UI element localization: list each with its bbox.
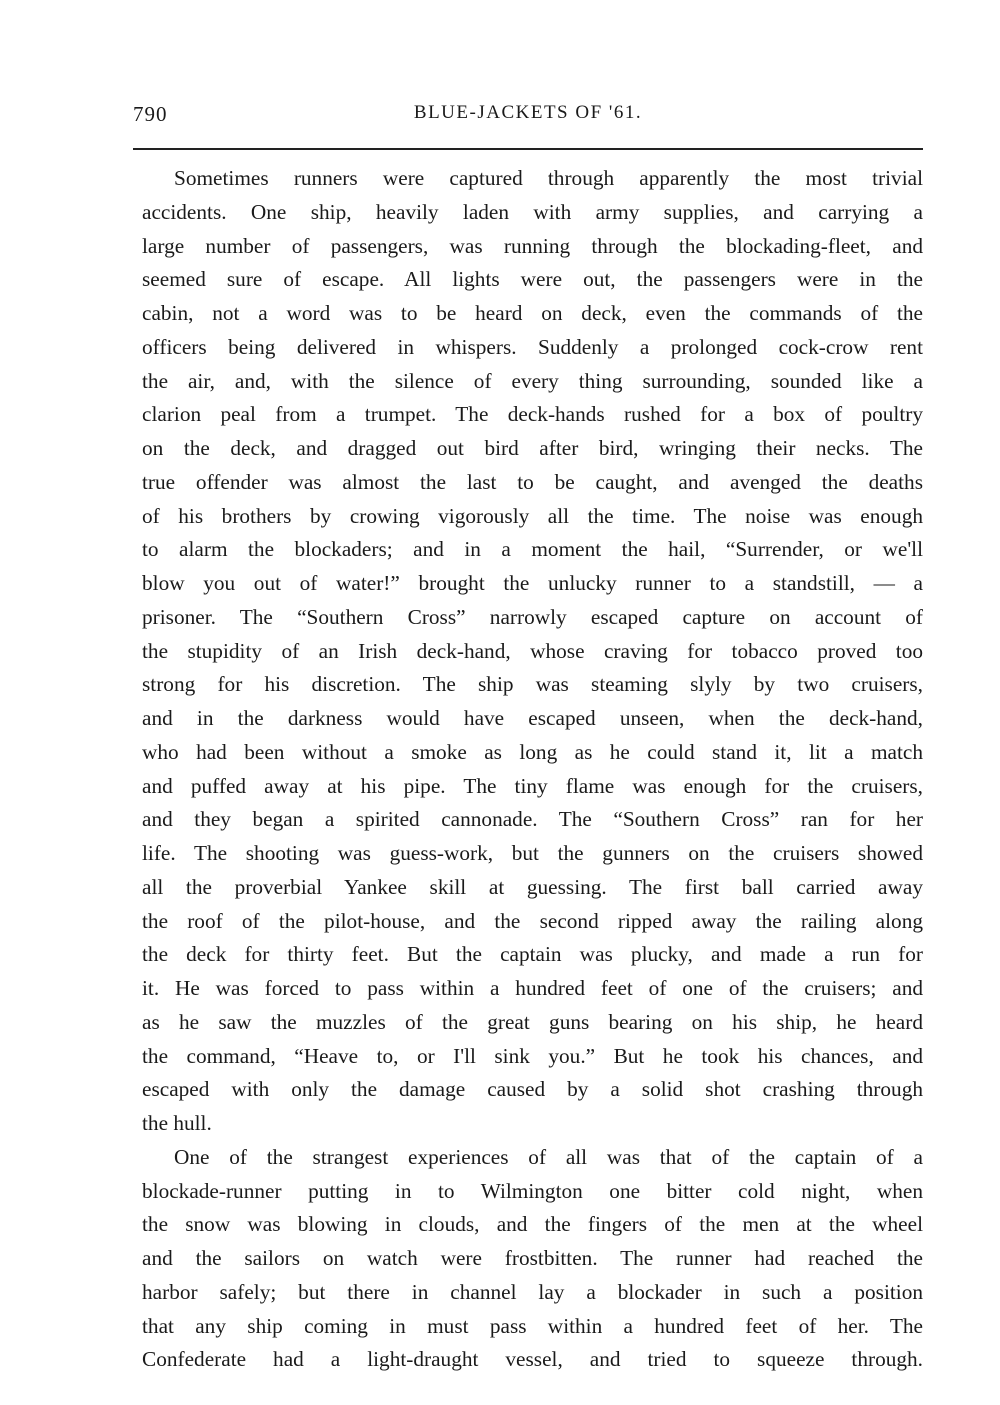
text-line: Confederate had a light-draught vessel, and tried to squeeze through. [142, 1347, 923, 1372]
text-line: Sometimes runners were captured through apparently the most trivial [174, 166, 923, 190]
text-line: to alarm the blockaders; and in a moment the hail, “Surrender, or we'll [142, 537, 923, 562]
text-line: life. The shooting was guess-work, but the gunners on the cruisers showed [142, 841, 923, 865]
page-body [142, 162, 923, 1377]
header-rule [133, 148, 923, 150]
text-line: the stupidity of an Irish deck-hand, whose craving for tobacco proved too [142, 638, 923, 663]
paragraph [142, 1141, 923, 1377]
text-line: blockade-runner putting in to Wilmington one bitter cold night, when [142, 1178, 923, 1203]
text-line: the hull. [142, 1111, 212, 1135]
text-line: One of the strangest experiences of all was that of the captain of a [174, 1144, 923, 1169]
text-line: the command, “Heave to, or I'll sink you.” But he took his chances, and [142, 1043, 923, 1068]
paragraph [142, 162, 923, 1141]
text-line: accidents. One ship, heavily laden with army supplies, and carrying a [142, 199, 923, 224]
text-line: clarion peal from a trumpet. The deck-hands rushed for a box of poultry [142, 402, 923, 427]
page-number: 790 [133, 102, 168, 126]
text-line: as he saw the muzzles of the great guns bearing on his ship, he heard [142, 1009, 923, 1034]
text-line: harbor safely; but there in channel lay a blockader in such a position [142, 1279, 923, 1304]
text-line: and puffed away at his pipe. The tiny flame was enough for the cruisers, [142, 773, 923, 798]
text-line: and they began a spirited cannonade. The “Southern Cross” ran for her [142, 807, 923, 832]
running-title: BLUE-JACKETS OF '61. [413, 102, 643, 123]
text-line: prisoner. The “Southern Cross” narrowly escaped capture on account of [142, 604, 923, 629]
text-line: blow you out of water!” brought the unlucky runner to a standstill, — a [142, 571, 923, 595]
text-line: large number of passengers, was running through the blockading-fleet, and [142, 233, 923, 258]
text-line: seemed sure of escape. All lights were out, the passengers were in the [142, 267, 923, 292]
text-line: true offender was almost the last to be caught, and avenged the deaths [142, 469, 923, 494]
text-line: escaped with only the damage caused by a solid shot crashing through [142, 1077, 923, 1102]
text-line: the roof of the pilot-house, and the second ripped away the railing along [142, 908, 923, 933]
text-line: who had been without a smoke as long as he could stand it, lit a match [142, 739, 923, 764]
text-line: the deck for thirty feet. But the captain was plucky, and made a run for [142, 942, 923, 967]
text-line: the snow was blowing in clouds, and the fingers of the men at the wheel [142, 1212, 923, 1237]
text-line: all the proverbial Yankee skill at guessing. The first ball carried away [142, 874, 923, 899]
text-line: cabin, not a word was to be heard on deck, even the commands of the [142, 301, 923, 325]
text-line: of his brothers by crowing vigorously all the time. The noise was enough [142, 503, 923, 528]
text-line: and in the darkness would have escaped unseen, when the deck-hand, [142, 706, 923, 730]
text-line: on the deck, and dragged out bird after bird, wringing their necks. The [142, 436, 923, 460]
text-line: that any ship coming in must pass within a hundred feet of her. The [142, 1313, 923, 1338]
text-line: officers being delivered in whispers. Suddenly a prolonged cock-crow rent [142, 334, 923, 359]
text-line: strong for his discretion. The ship was steaming slyly by two cruisers, [142, 672, 923, 697]
text-line: and the sailors on watch were frostbitten. The runner had reached the [142, 1246, 923, 1270]
text-line: it. He was forced to pass within a hundred feet of one of the cruisers; and [142, 976, 923, 1000]
running-header [133, 102, 923, 132]
text-line: the air, and, with the silence of every thing surrounding, sounded like a [142, 368, 923, 393]
